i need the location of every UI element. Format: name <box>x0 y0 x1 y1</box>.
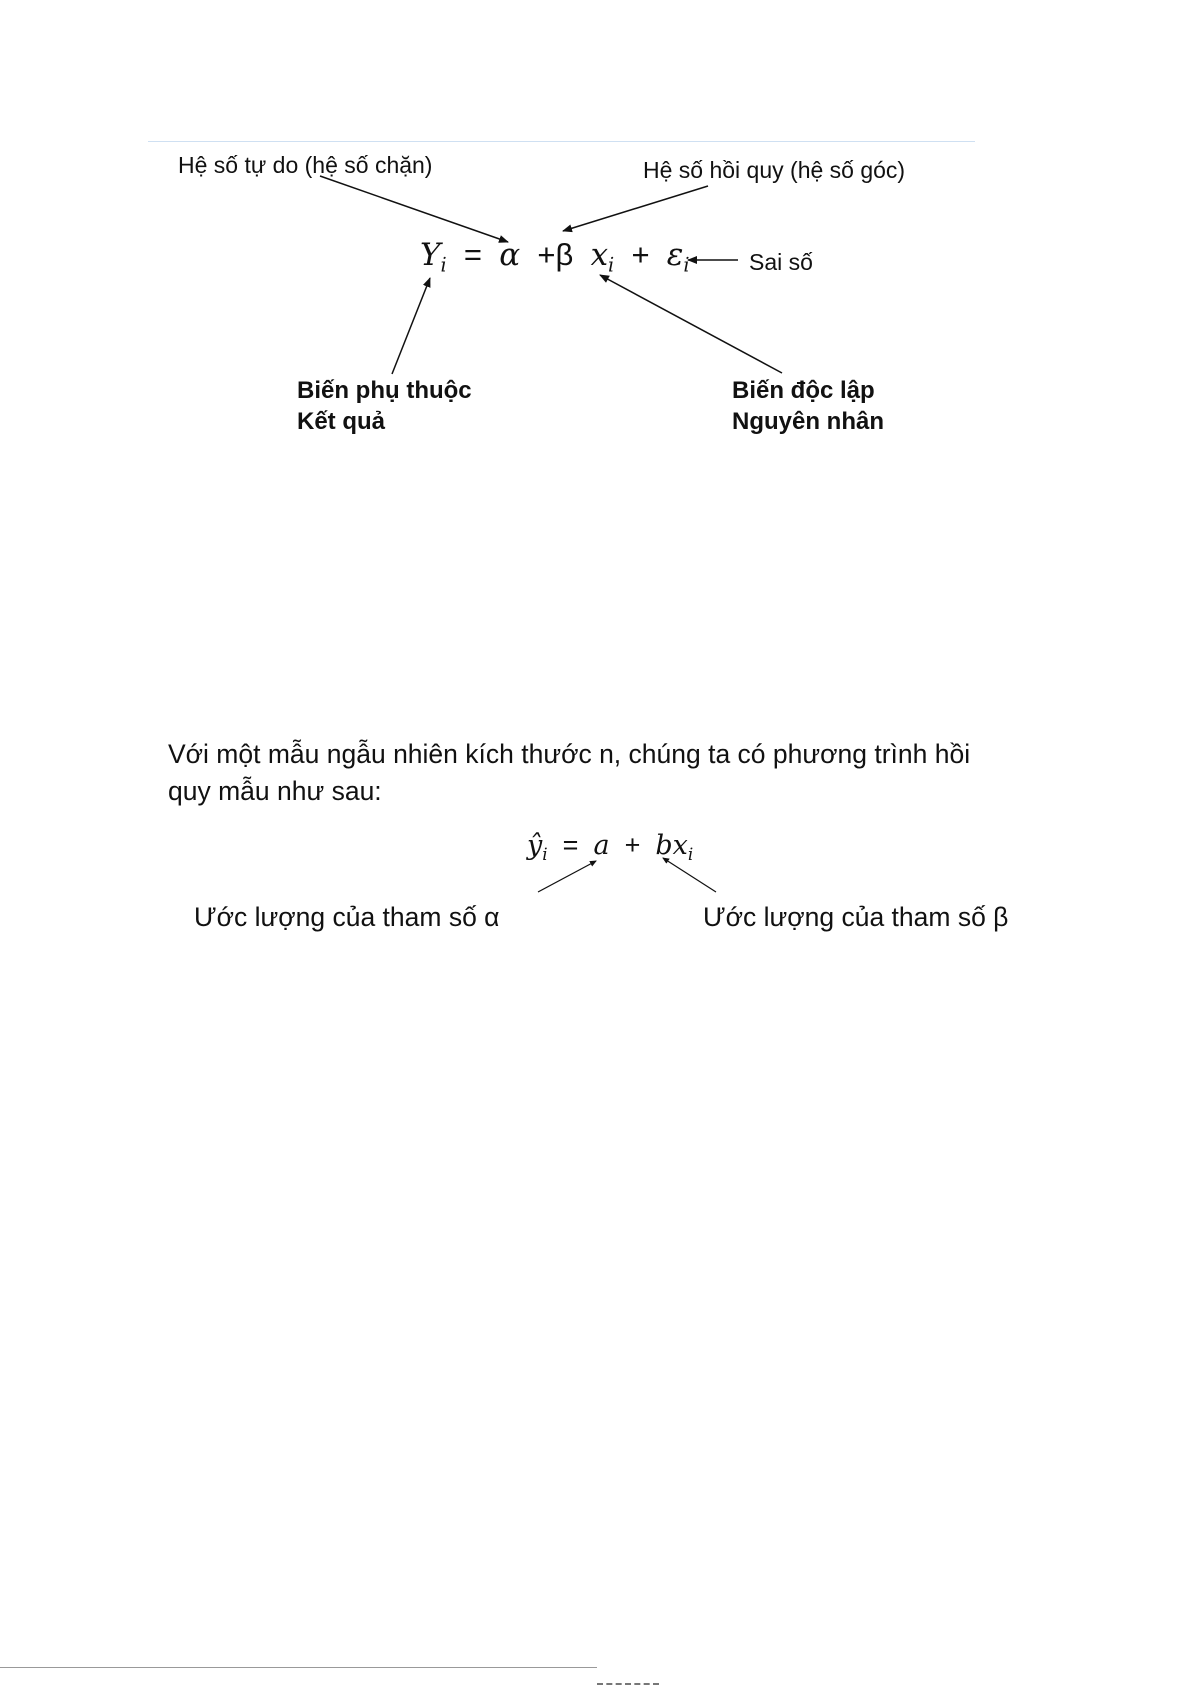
alpha-estimate-label: Ước lượng của tham số α <box>194 902 500 932</box>
dependent-variable-label: Biến phụ thuộc Kết quả <box>297 377 472 435</box>
beta-estimate-arrow <box>663 858 716 892</box>
slope-arrow <box>563 186 708 231</box>
population-regression-equation: $Y_i = \alpha +\beta$ $x_i + \varepsilon_i$ <box>420 237 690 277</box>
independent-arrow <box>600 275 782 373</box>
intercept-label: Hệ số tự do (hệ số chặn) <box>178 152 433 178</box>
independent-variable-label: Biến độc lập Nguyên nhân <box>732 377 885 435</box>
eq-alpha: α <box>499 237 521 273</box>
eq-epsilon: ε <box>666 237 684 273</box>
eq-x2: x <box>672 830 688 861</box>
dependent-arrow <box>392 278 430 374</box>
beta-estimate-label: Ước lượng của tham số β <box>703 902 1009 932</box>
intercept-arrow <box>320 176 508 242</box>
slope-label: Hệ số hồi quy (hệ số góc) <box>643 157 906 183</box>
alpha-estimate-arrow <box>538 861 596 892</box>
eq-Y: Y <box>420 237 441 273</box>
footnote-divider <box>0 1667 597 1668</box>
eq-a: a <box>593 830 610 861</box>
eq-b: b <box>655 830 673 861</box>
sample-regression-equation: $ŷ_i = a + bx_i$ <box>527 830 694 864</box>
error-label: Sai số <box>749 249 813 275</box>
eq-beta: β <box>555 237 574 272</box>
eq-x: x <box>590 237 609 273</box>
eq-yhat: ŷ <box>527 830 543 861</box>
body-paragraph: Với một mẫu ngẫu nhiên kích thước n, chúng ta có phương trình hồi quy mẫu như sau: <box>168 739 971 806</box>
